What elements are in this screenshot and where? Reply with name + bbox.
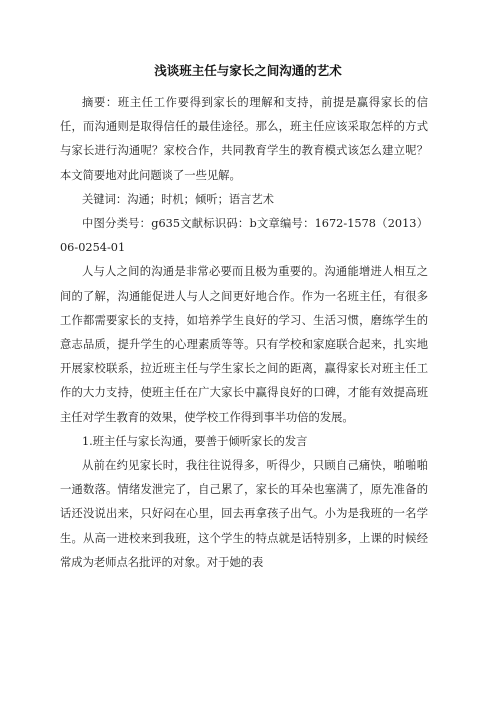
section-paragraph: 从前在约见家长时，我往往说得多，听得少，只顾自己痛快，啪啪啪一通数落。情绪发泄完了，自己累了，家长的耳朵也塞满了，原先准备的话还没说出来，只好闷在心里，回去再拿孩子出气。小为是我班的一名学生。从高一进校来到我班，这个学生的特点就是话特别多，上课的时候经常成为老师点名批评的对象。对于她的表 — [60, 459, 428, 569]
document-title: 浅谈班主任与家长之间沟通的艺术 — [154, 63, 342, 78]
intro-paragraph: 人与人之间的沟通是非常必要而且极为重要的。沟通能增进人相互之间的了解，沟通能促进人与人之间更好地合作。作为一名班主任，有很多工作都需要家长的支持，如培养学生良好的学习、生活习惯，磨练学生的意志品质，提升学生的心理素质等等。只有学校和家庭联合起来，扎实地开展家校联系，拉近班主任与学生家长之间的距离，赢得家长对班主任工作的大力支持，使班主任在广大家长中赢得良好的口碑，才能有效提高班主任对学生教育的效果，使学校工作得到事半功倍的发展。 — [60, 265, 428, 424]
keywords-paragraph: 关键词：沟通；时机；倾听；语言艺术 — [82, 192, 275, 206]
document-body — [60, 91, 428, 575]
classification-paragraph: 中图分类号：g635文献标识码：b文章编号：1672-1578（2013）06-0254-01 — [60, 217, 428, 255]
abstract-paragraph: 摘要：班主任工作要得到家长的理解和支持，前提是赢得家长的信任，而沟通则是取得信任的最佳途径。那么，班主任应该采取怎样的方式与家长进行沟通呢？家校合作，共同教育学生的教育模式该怎么建立呢？本文简要地对此问题谈了一些见解。 — [60, 96, 428, 182]
section-heading: 1.班主任与家长沟通，要善于倾听家长的发言 — [82, 434, 308, 448]
